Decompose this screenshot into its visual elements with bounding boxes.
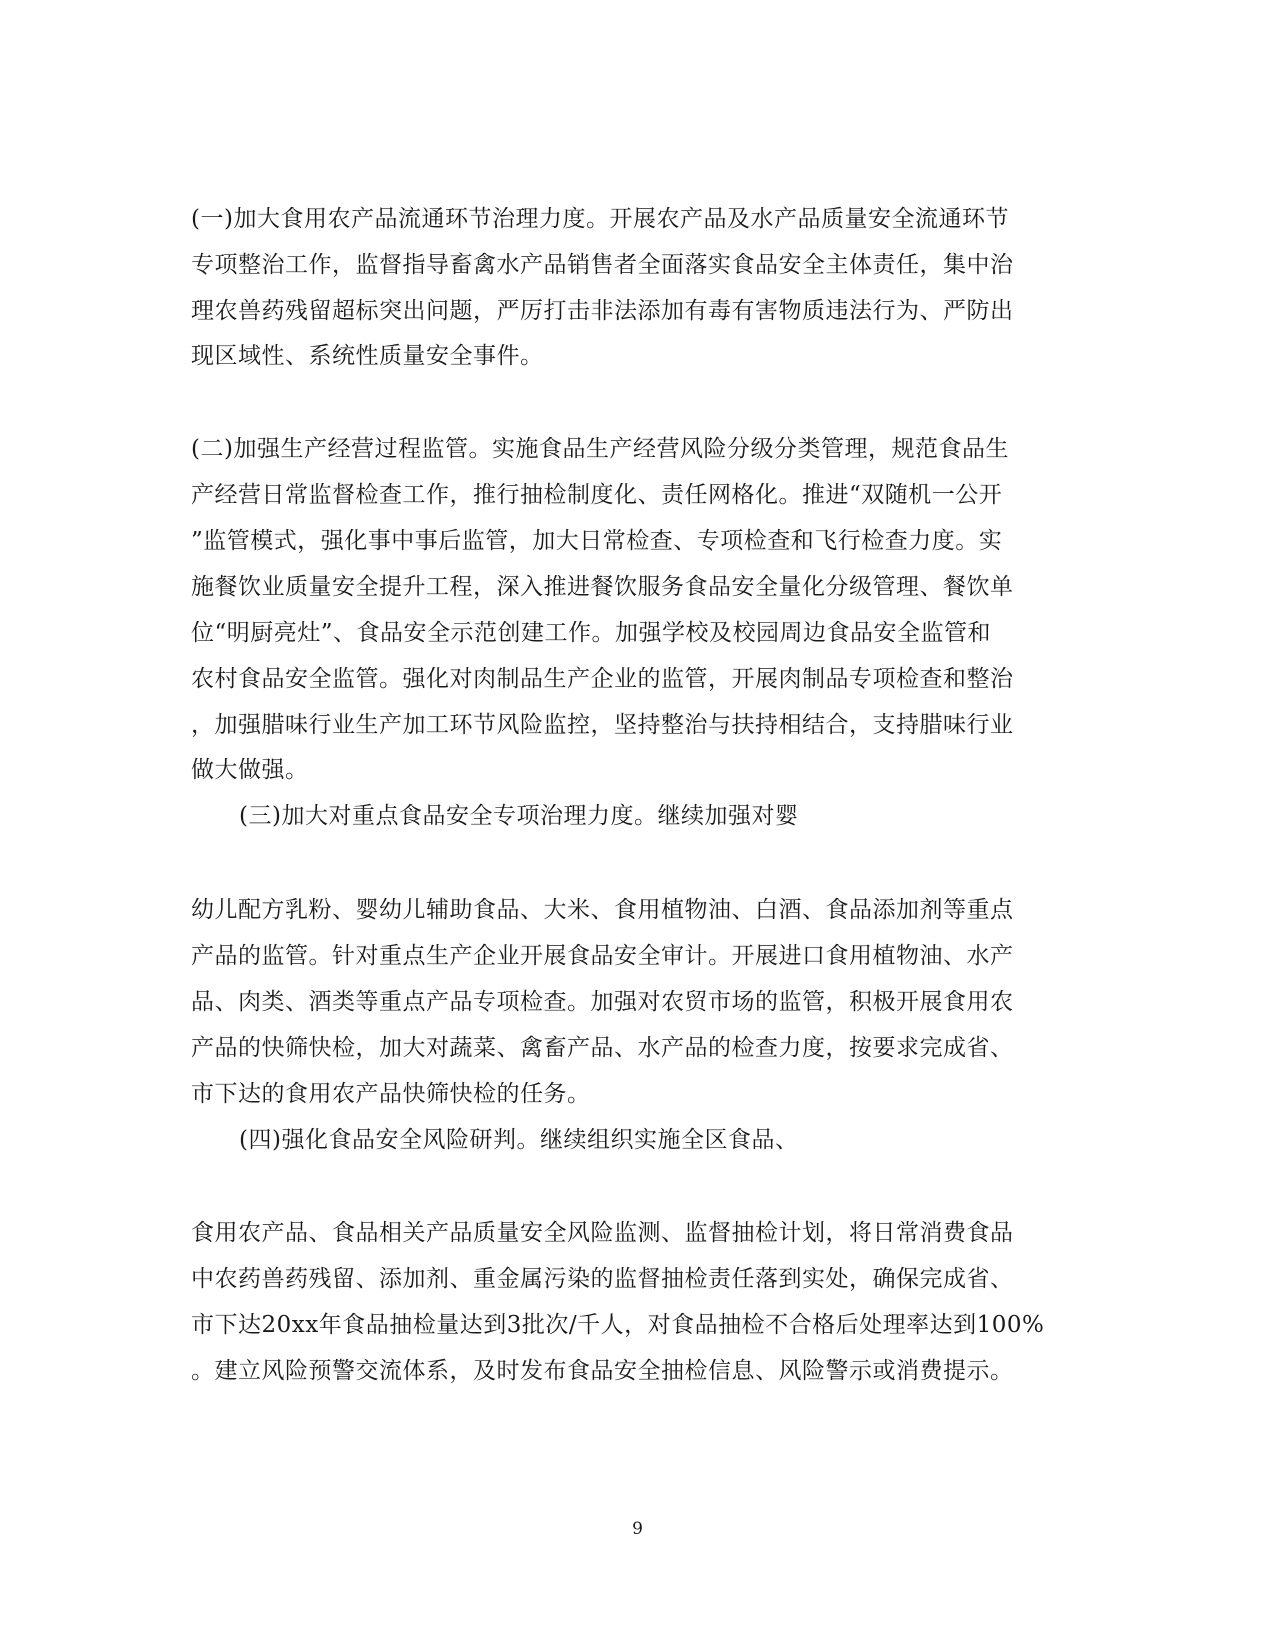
text-line: 做大做强。 [191,757,309,783]
text-line: 幼儿配方乳粉、婴幼儿辅助食品、大米、食用植物油、白酒、食品添加剂等重点 [191,897,1014,923]
text-line: 食用农产品、食品相关产品质量安全风险监测、监督抽检计划，将日常消费食品 [191,1220,1014,1246]
text-line: 产品的监管。针对重点生产企业开展食品安全审计。开展进口食用植物油、水产 [191,943,1014,969]
text-line: 产品的快筛快检，加大对蔬菜、禽畜产品、水产品的检查力度，按要求完成省、 [191,1035,1014,1061]
text-line: 理农兽药残留超标突出问题，严厉打击非法添加有毒有害物质违法行为、严防出 [191,298,1014,324]
text-line: 施餐饮业质量安全提升工程，深入推进餐饮服务食品安全量化分级管理、餐饮单 [191,574,1014,600]
text-line: 中农药兽药残留、添加剂、重金属污染的监督抽检责任落到实处，确保完成省、 [191,1266,1014,1292]
text-line: 品、肉类、酒类等重点产品专项检查。加强对农贸市场的监管，积极开展食用农 [191,989,1014,1015]
text-line: (二)加强生产经营过程监管。实施食品生产经营风险分级分类管理，规范食品生 [191,436,1009,462]
text-line: ，加强腊味行业生产加工环节风险监控，坚持整治与扶持相结合，支持腊味行业 [191,712,1014,738]
text-line: 市下达20xx年食品抽检量达到3批次/千人，对食品抽检不合格后处理率达到100% [191,1312,1045,1338]
text-line: 市下达的食用农产品快筛快检的任务。 [191,1081,591,1107]
text-line: 专项整治工作，监督指导畜禽水产品销售者全面落实食品安全主体责任，集中治 [191,252,1014,278]
text-line: 产经营日常监督检查工作，推行抽检制度化、责任网格化。推进“双随机一公开 [191,482,1003,508]
text-line: 。建立风险预警交流体系，及时发布食品安全抽检信息、风险警示或消费提示。 [191,1358,1014,1384]
text-line: 农村食品安全监管。强化对肉制品生产企业的监管，开展肉制品专项检查和整治 [191,666,1014,692]
text-line: (四)强化食品安全风险研判。继续组织实施全区食品、 [239,1127,799,1153]
text-line: ”监管模式，强化事中事后监管，加大日常检查、专项检查和飞行检查力度。实 [191,528,1003,554]
text-line: 位“明厨亮灶”、食品安全示范创建工作。加强学校及校园周边食品安全监管和 [191,620,992,646]
text-line: (三)加大对重点食品安全专项治理力度。继续加强对婴 [239,803,799,829]
text-line: (一)加大食用农产品流通环节治理力度。开展农产品及水产品质量安全流通环节 [191,206,1009,232]
page-number: 9 [632,1519,643,1539]
text-line: 现区域性、系统性质量安全事件。 [191,343,544,369]
